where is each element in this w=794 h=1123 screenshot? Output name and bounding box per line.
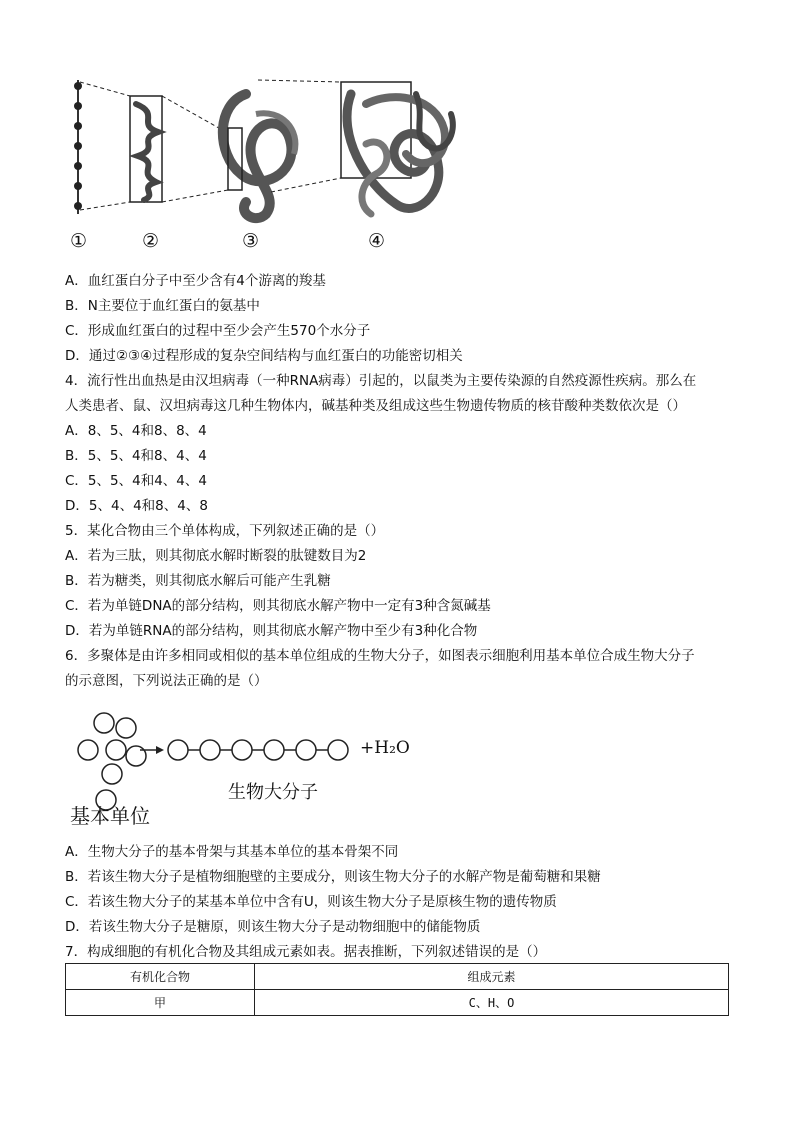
q5-option-a: A．若为三肽，则其彻底水解时断裂的肽键数目为2 bbox=[65, 548, 367, 564]
table-cell-elements: C、H、O bbox=[255, 990, 729, 1016]
q6-option-b: B．若该生物大分子是植物细胞壁的主要成分，则该生物大分子的水解产物是葡萄糖和果糖 bbox=[65, 869, 601, 885]
q4-stem-line2: 人类患者、鼠、汉坦病毒这几种生物体内，碱基种类及组成这些生物遗传物质的核苷酸种类数依次是（） bbox=[65, 398, 686, 414]
polymer-chain bbox=[168, 740, 348, 760]
table-cell-compound: 甲 bbox=[66, 990, 255, 1016]
label-2: ② bbox=[142, 230, 160, 252]
q5-stem: 5．某化合物由三个单体构成，下列叙述正确的是（） bbox=[65, 523, 385, 539]
table-header-compound: 有机化合物 bbox=[66, 964, 255, 990]
monomer-cluster bbox=[78, 713, 146, 810]
quaternary-structure bbox=[341, 82, 453, 214]
q5-option-c: C．若为单链DNA的部分结构，则其彻底水解产物中一定有3种含氮碱基 bbox=[65, 598, 491, 614]
table-header-elements: 组成元素 bbox=[255, 964, 729, 990]
compound-elements-table bbox=[65, 963, 729, 1016]
q3-option-a: A．血红蛋白分子中至少含有4个游离的羧基 bbox=[65, 273, 326, 289]
q6-stem-line2: 的示意图，下列说法正确的是（） bbox=[65, 673, 268, 689]
tertiary-structure bbox=[223, 94, 296, 218]
q4-option-c: C．5、5、4和4、4、4 bbox=[65, 473, 207, 489]
macromolecule-label: 生物大分子 bbox=[228, 782, 318, 803]
q6-option-c: C．若该生物大分子的某基本单位中含有U，则该生物大分子是原核生物的遗传物质 bbox=[65, 894, 557, 910]
q4-stem-line1: 4．流行性出血热是由汉坦病毒（一种RNA病毒）引起的，以鼠类为主要传染源的自然疫源性疾病。那么在 bbox=[65, 373, 697, 389]
protein-structure-figure bbox=[66, 74, 466, 264]
synthesis-arrow bbox=[140, 746, 164, 754]
table-row bbox=[66, 990, 729, 1016]
protein-structure-diagram bbox=[66, 74, 466, 264]
table-header-row bbox=[66, 964, 729, 990]
primary-structure-chain bbox=[74, 80, 82, 214]
q6-option-a: A．生物大分子的基本骨架与其基本单位的基本骨架不同 bbox=[65, 844, 399, 860]
label-3: ③ bbox=[242, 230, 260, 252]
basic-unit-label: 基本单位 bbox=[70, 804, 150, 828]
q3-option-d: D．通过②③④过程形成的复杂空间结构与血红蛋白的功能密切相关 bbox=[65, 348, 463, 364]
label-1: ① bbox=[70, 230, 88, 252]
q7-stem: 7．构成细胞的有机化合物及其组成元素如表。据表推断，下列叙述错误的是（） bbox=[65, 944, 547, 960]
q5-option-b: B．若为糖类，则其彻底水解后可能产生乳糖 bbox=[65, 573, 331, 589]
water-product-label: +H₂O bbox=[360, 738, 410, 758]
q6-stem-line1: 6．多聚体是由许多相同或相似的基本单位组成的生物大分子，如图表示细胞利用基本单位合成生物大分子 bbox=[65, 648, 695, 664]
q4-option-a: A．8、5、4和8、8、4 bbox=[65, 423, 207, 439]
secondary-structure-helix bbox=[130, 96, 162, 202]
q6-option-d: D．若该生物大分子是糖原，则该生物大分子是动物细胞中的储能物质 bbox=[65, 919, 481, 935]
q4-option-d: D．5、4、4和8、4、8 bbox=[65, 498, 208, 514]
q4-option-b: B．5、5、4和8、4、4 bbox=[65, 448, 207, 464]
q3-option-b: B．N主要位于血红蛋白的氨基中 bbox=[65, 298, 260, 314]
label-4: ④ bbox=[368, 230, 386, 252]
q5-option-d: D．若为单链RNA的部分结构，则其彻底水解产物中至少有3种化合物 bbox=[65, 623, 478, 639]
polymer-synthesis-figure bbox=[68, 708, 428, 828]
q3-option-c: C．形成血红蛋白的过程中至少会产生570个水分子 bbox=[65, 323, 371, 339]
